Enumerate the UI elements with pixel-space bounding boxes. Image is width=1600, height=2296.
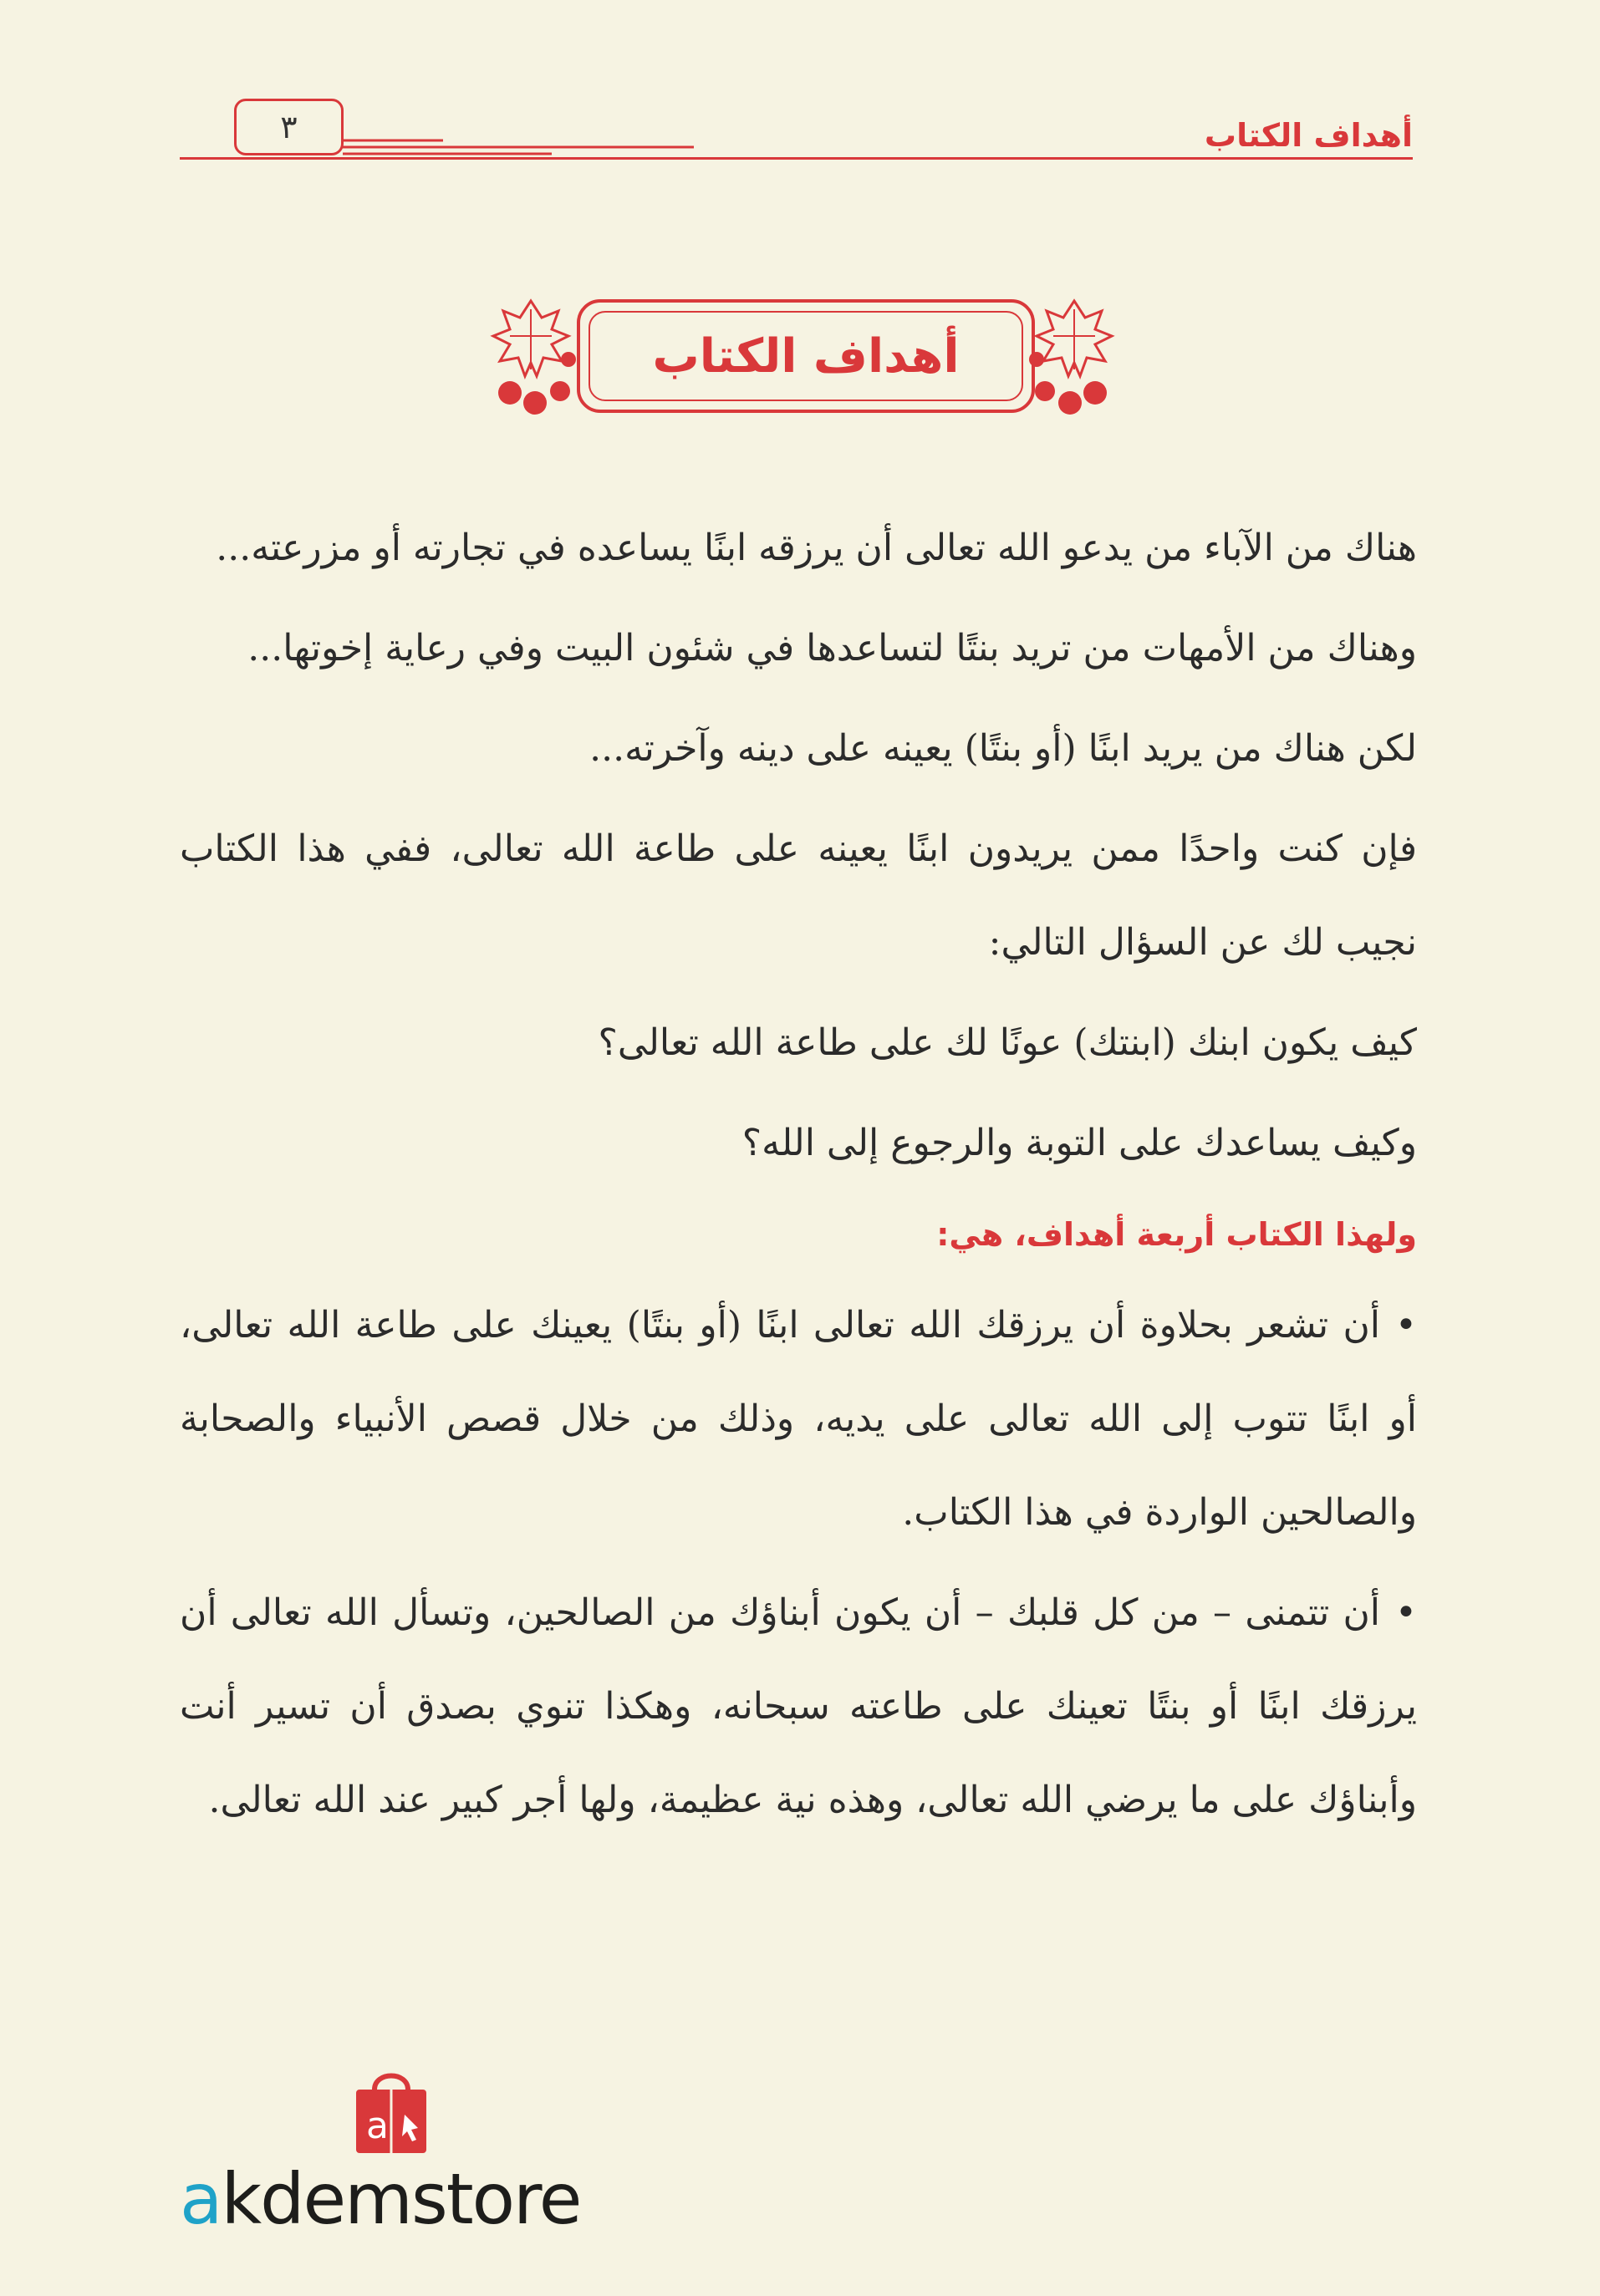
brand-rest: kdemstore: [221, 2158, 581, 2240]
brand-accent: a: [180, 2158, 222, 2240]
shopping-bag-icon: [349, 2064, 433, 2156]
store-watermark-logo: [180, 2064, 614, 2248]
paragraph: هناك من الآباء من يدعو الله تعالى أن يرزقه ابنًا يساعده في تجارته أو مزرعته...: [216, 527, 1417, 569]
page-number: ٣: [234, 99, 344, 155]
running-title: أهداف الكتاب: [1204, 117, 1413, 154]
running-header: [180, 99, 1413, 174]
paragraph: فإن كنت واحدًا ممن يريدون ابنًا يعينه على طاعة الله تعالى، ففي هذا الكتاب نجيب لك عن السؤال التالي:: [180, 827, 1417, 964]
bullet-icon: •: [1395, 1304, 1417, 1347]
title-box: [577, 299, 1035, 413]
goal-item: [180, 1279, 1417, 1560]
goals-heading: ولهذا الكتاب أربعة أهداف، هي:: [936, 1216, 1417, 1253]
header-rule: [180, 157, 1413, 160]
bag-letter: a: [366, 2105, 389, 2147]
holly-ornament-icon: [485, 293, 577, 426]
title-banner: [485, 293, 1120, 426]
paragraph: لكن هناك من يريد ابنًا (أو بنتًا) يعينه على دينه وآخرته...: [589, 727, 1417, 770]
title-box-inner: [589, 311, 1023, 401]
paragraph: وهناك من الأمهات من تريد بنتًا لتساعدها في شئون البيت وفي رعاية إخوتها...: [247, 627, 1417, 669]
brand-name: [180, 2158, 580, 2240]
goal-item: [180, 1566, 1417, 1847]
page-title: أهداف الكتاب: [652, 328, 960, 384]
holly-ornament-icon: [1028, 293, 1120, 426]
paragraph: كيف يكون ابنك (ابنتك) عونًا لك على طاعة الله تعالى؟: [598, 1021, 1417, 1064]
goal-text: أن تتمنى – من كل قلبك – أن يكون أبناؤك من الصالحين، وتسأل الله تعالى أن يرزقك ابنًا أو بنتًا تعينك على طاعته سبحانه، وهكذا تنوي بصدق أن تسير أنت وأبناؤك على ما يرضي الله تعالى، وهذه نية عظيمة، ولها أجر كبير عند الله تعالى.: [180, 1591, 1417, 1821]
bullet-icon: •: [1395, 1591, 1417, 1634]
paragraph: وكيف يساعدك على التوبة والرجوع إلى الله؟: [741, 1122, 1417, 1164]
body-text: [180, 501, 1417, 1854]
header-decorative-lines: [343, 139, 694, 155]
goal-text: أن تشعر بحلاوة أن يرزقك الله تعالى ابنًا (أو بنتًا) يعينك على طاعة الله تعالى، أو ابنًا تتوب إلى الله تعالى على يديه، وذلك من خلال قصص الأنبياء والصحابة والصالحين الواردة في هذا الكتاب.: [180, 1304, 1417, 1534]
